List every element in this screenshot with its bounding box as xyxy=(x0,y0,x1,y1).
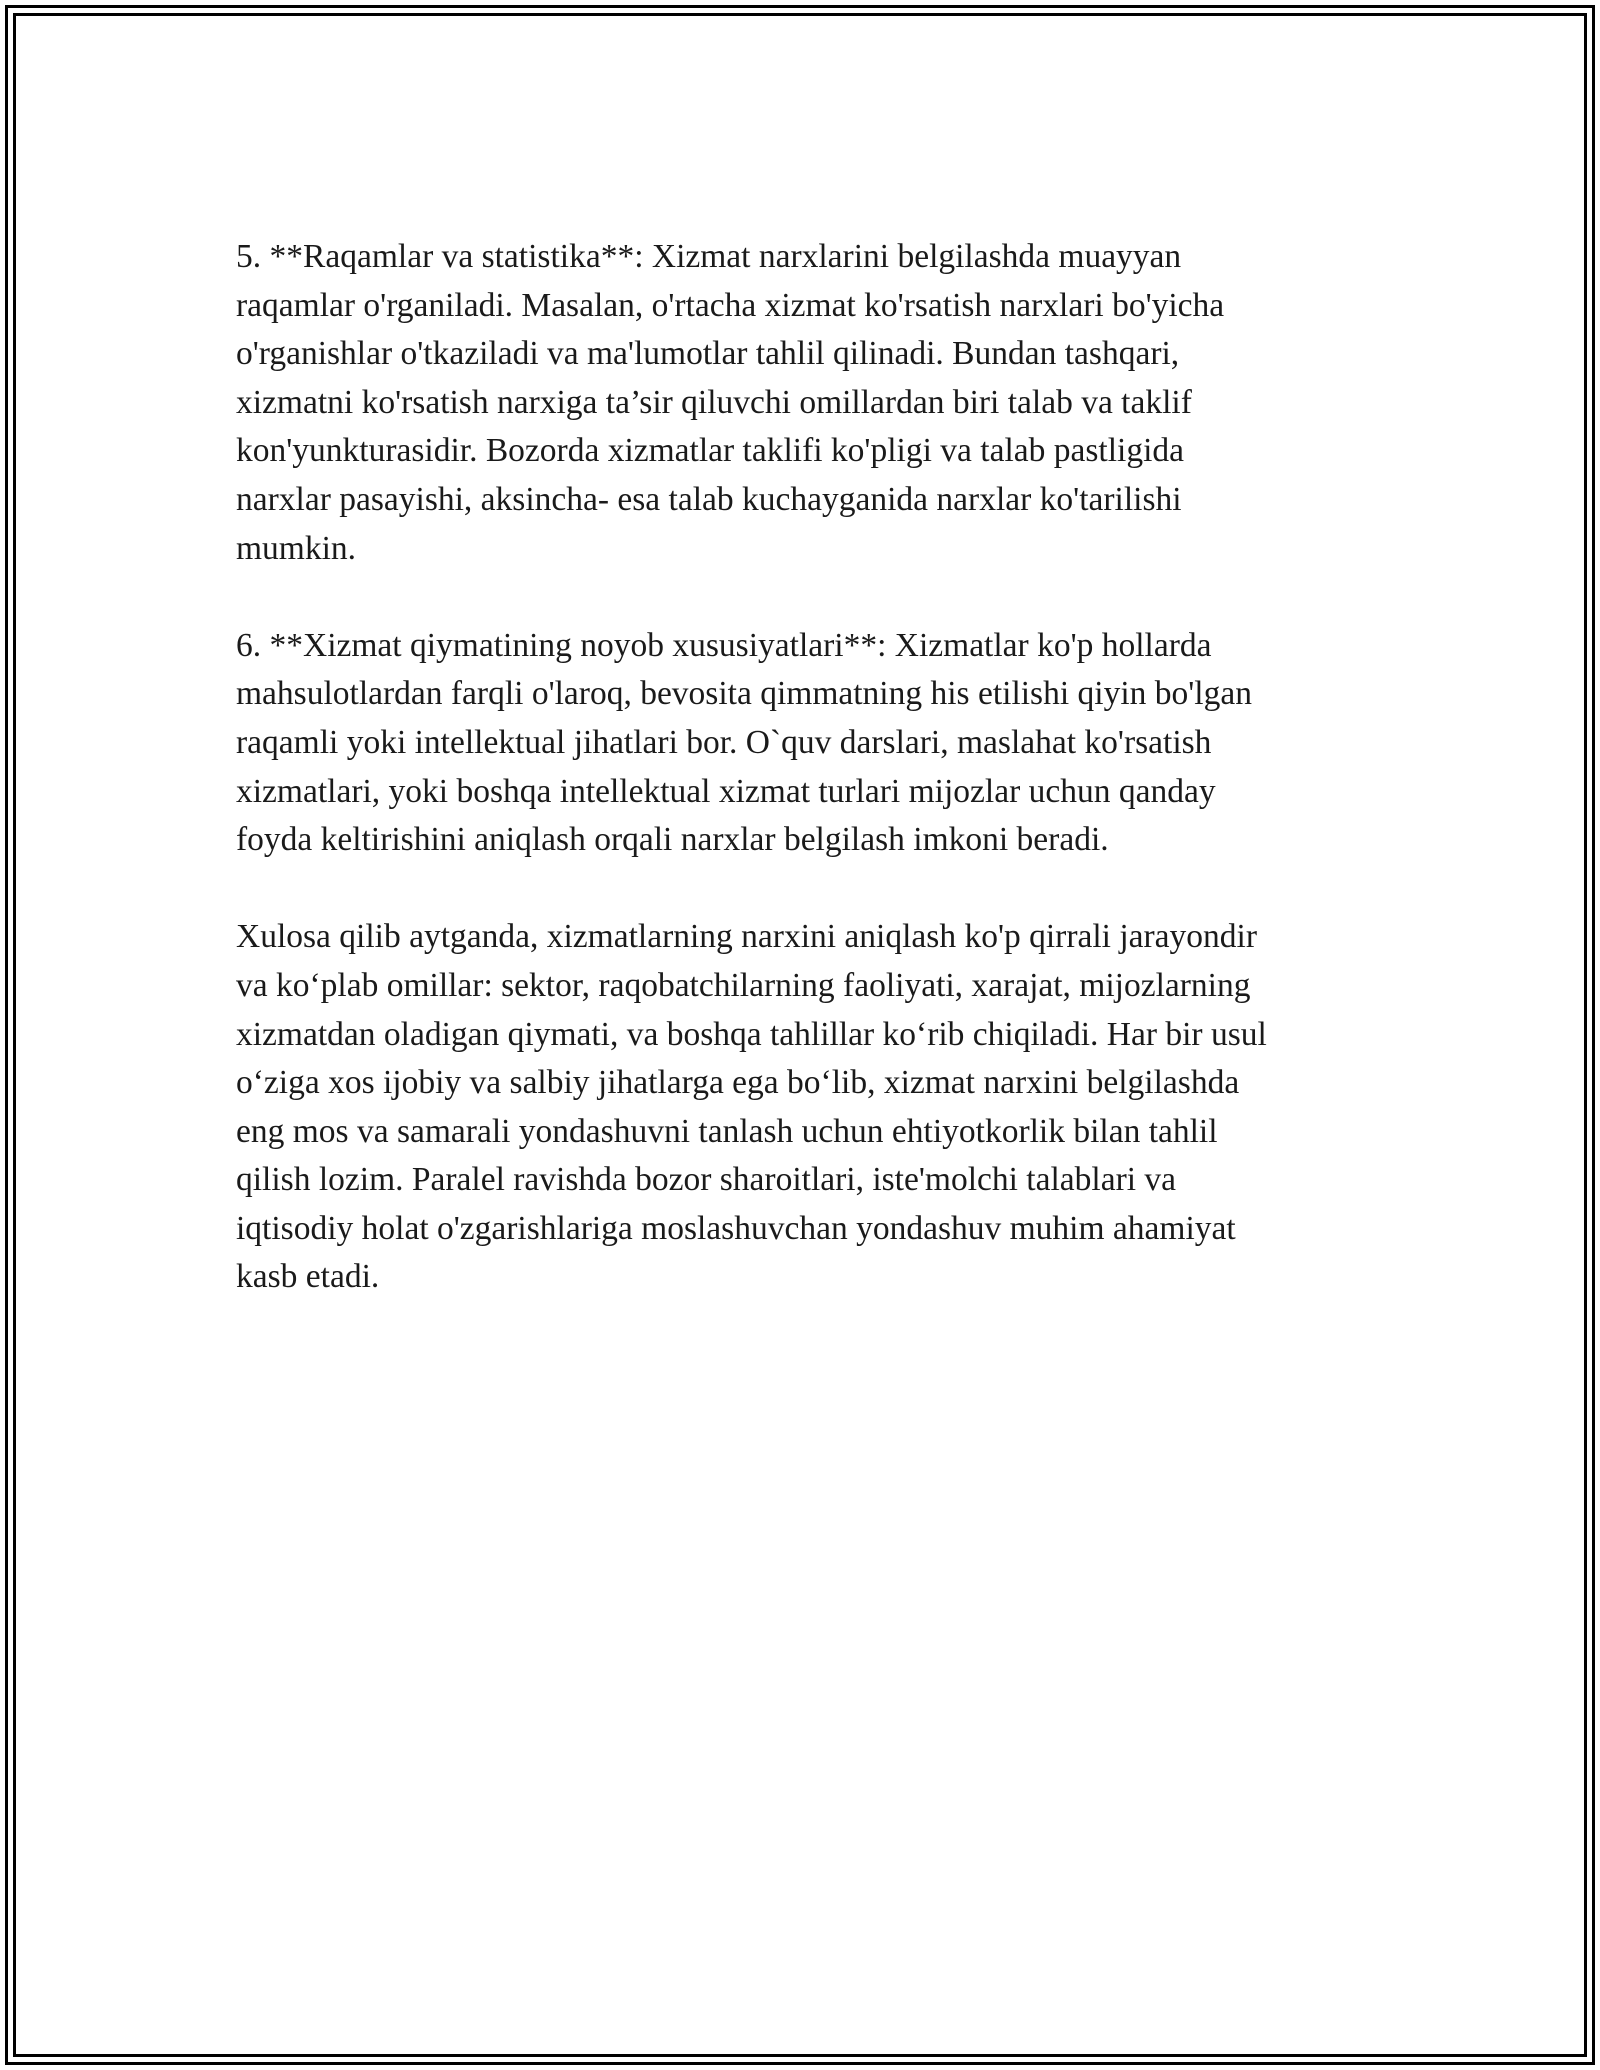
paragraph-conclusion: Xulosa qilib aytganda, xizmatlarning narxini aniqlash ko'p qirrali jarayondir va ko‘plab omillar: sektor, raqobatchilarning faoliyati, xarajat, mijozlarning xizmatdan oladigan qiymati, va boshqa tahlillar ko‘rib chiqiladi. Har bir usul o‘ziga xos ijobiy va salbiy jihatlarga ega bo‘lib, xizmat narxini belgilashda eng mos va samarali yondashuvni tanlash uchun ehtiyotkorlik bilan tahlil qilish lozim. Paralel ravishda bozor sharoitlari, iste'molchi talablari va iqtisodiy holat o'zgarishlariga moslashuvchan yondashuv muhim ahamiyat kasb etadi. xyxy=(236,918,1267,1296)
paragraph-numbers-and-statistics: 5. **Raqamlar va statistika**: Xizmat narxlarini belgilashda muayyan raqamlar o'rganiladi. Masalan, o'rtacha xizmat ko'rsatish narxlari bo'yicha o'rganishlar o'tkaziladi va ma'lumotlar tahlil qilinadi. Bundan tashqari, xizmatni ko'rsatish narxiga ta’sir qiluvchi omillardan biri talab va taklif kon'yunkturasidir. Bozorda xizmatlar taklifi ko'pligi va talab pastligida narxlar pasayishi, aksincha- esa talab kuchayganida narxlar ko'tarilishi mumkin. xyxy=(236,238,1225,567)
document-body xyxy=(236,233,1376,1302)
paragraph-unique-service-value: 6. **Xizmat qiymatining noyob xususiyatlari**: Xizmatlar ko'p hollarda mahsulotlardan farqli o'laroq, bevosita qimmatning his etilishi qiyin bo'lgan raqamli yoki intellektual jihatlari bor. O`quv darslari, maslahat ko'rsatish xizmatlari, yoki boshqa intellektual xizmat turlari mijozlar uchun qanday foyda keltirishini aniqlash orqali narxlar belgilash imkoni beradi. xyxy=(236,626,1252,859)
